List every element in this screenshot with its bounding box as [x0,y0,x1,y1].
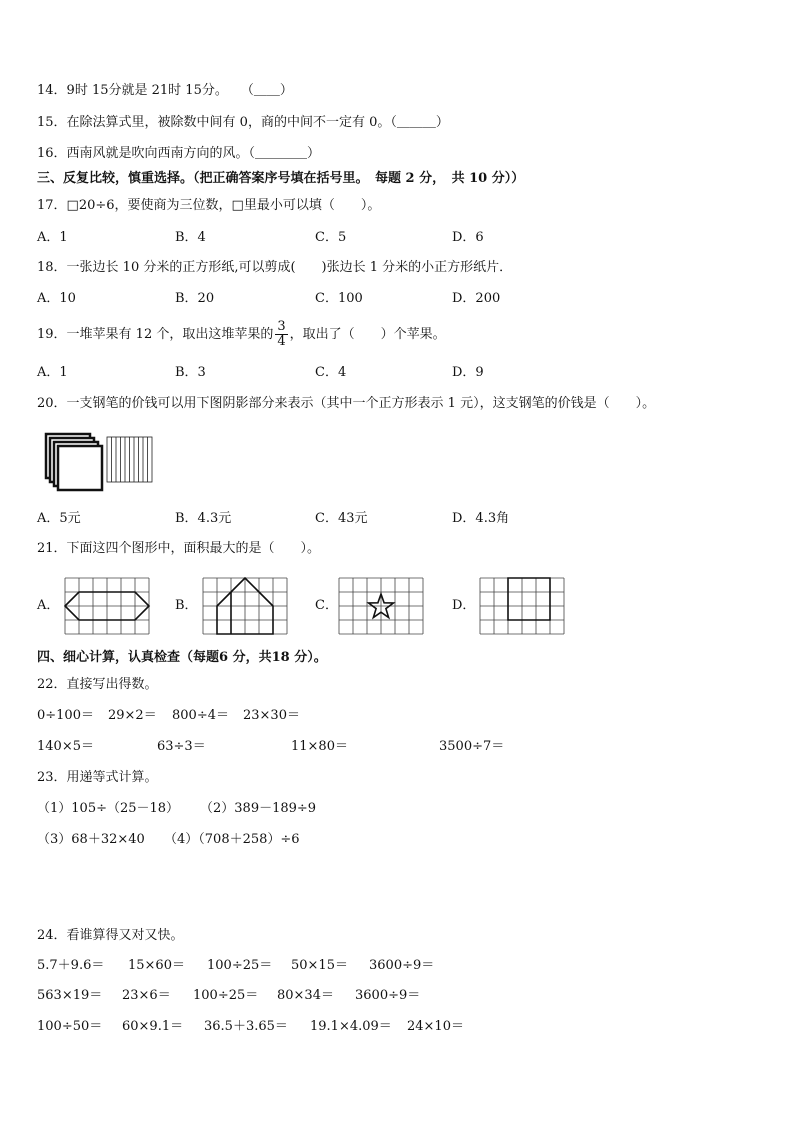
q19-option-c: C．4 [315,365,347,380]
question-18: 18．一张边长 10 分米的正方形纸,可以剪成( )张边长 1 分米的小正方形纸片． [37,260,513,275]
q23-item-3: （3）68＋32×40 [37,832,145,847]
q24-item: 563×19＝ [37,988,103,1003]
q24-item: 3600÷9＝ [369,958,435,973]
q18-option-b: B．20 [175,291,215,306]
q17-option-d: D．6 [452,230,484,245]
q24-item: 50×15＝ [291,958,348,973]
q19-option-b: B．3 [175,365,206,380]
q19-stem-b: ，取出了（ ）个苹果。 [289,327,446,342]
q19-option-d: D．9 [452,365,484,380]
q21-figure-a-hexagon [64,577,152,637]
question-16: 16．西南风就是吹向西南方向的风。（＿＿＿＿） [37,146,321,161]
section-3-title: 三、反复比较，慎重选择。（把正确答案序号填在括号里。 每题 2 分， 共 10 分）） [37,171,525,186]
q21-figure-b-house [202,577,290,637]
question-22: 22．直接写出得数。 [37,677,158,692]
q21-label-c: C． [315,598,338,613]
q22-item: 0÷100＝ [37,708,94,723]
q22-item: 63÷3＝ [157,739,206,754]
question-14: 14．9时 15分就是 21时 15分。 （＿＿） [37,83,293,98]
q21-figure-c-star [338,577,426,637]
q21-label-a: A． [37,598,60,613]
q20-money-figure [44,432,164,494]
q19-option-a: A．1 [37,365,68,380]
q24-item: 100÷50＝ [37,1019,103,1034]
q24-item: 36.5＋3.65＝ [204,1019,288,1034]
q17-option-b: B．4 [175,230,206,245]
q24-item: 15×60＝ [128,958,185,973]
q22-item: 800÷4＝ [172,708,229,723]
tenths-strip [107,437,152,482]
question-23: 23．用递等式计算。 [37,770,158,785]
q19-stem-a: 19．一堆苹果有 12 个，取出这堆苹果的 [37,327,274,342]
q20-option-b: B．4.3元 [175,511,232,526]
q19-fraction-numerator: 3 [277,319,286,334]
q22-item: 29×2＝ [108,708,157,723]
q20-option-c: C．43元 [315,511,368,526]
q21-figure-d-rectangle [479,577,567,637]
question-15: 15．在除法算式里，被除数中间有 0，商的中间不一定有 0。（＿＿＿） [37,115,449,130]
q22-item: 23×30＝ [243,708,300,723]
q22-item: 3500÷7＝ [439,739,505,754]
q21-label-b: B． [175,598,198,613]
q24-item: 5.7＋9.6＝ [37,958,105,973]
q22-item: 140×5＝ [37,739,94,754]
q17-option-c: C．5 [315,230,347,245]
q20-option-d: D．4.3角 [452,511,510,526]
q24-item: 100÷25＝ [207,958,273,973]
q18-option-a: A．10 [37,291,76,306]
question-20: 20．一支钢笔的价钱可以用下图阴影部分来表示（其中一个正方形表示 1 元），这支钢笔的价钱是（ ）。 [37,396,656,411]
question-21: 21．下面这四个图形中，面积最大的是（ ）。 [37,541,321,556]
q24-item: 19.1×4.09＝ [310,1019,392,1034]
question-24: 24．看谁算得又对又快。 [37,928,184,943]
q24-item: 80×34＝ [277,988,334,1003]
section-4-title: 四、细心计算，认真检查（每题6 分，共18 分）。 [37,650,327,665]
question-17: 17．□20÷6，要使商为三位数，□里最小可以填（ ）。 [37,198,381,213]
q22-item: 11×80＝ [291,739,348,754]
q24-item: 60×9.1＝ [122,1019,184,1034]
q18-option-d: D．200 [452,291,501,306]
q24-item: 23×6＝ [122,988,171,1003]
question-19 [37,318,446,352]
q24-item: 100÷25＝ [193,988,259,1003]
q19-fraction [275,320,287,349]
rectangle-shape [508,578,550,620]
q24-item: 24×10＝ [407,1019,464,1034]
stacked-squares [46,434,102,490]
q21-label-d: D． [452,598,476,613]
q17-option-a: A．1 [37,230,68,245]
q24-item: 3600÷9＝ [355,988,421,1003]
q23-item-1: （1）105÷（25－18） [37,801,180,816]
q20-option-a: A．5元 [37,511,81,526]
q23-item-2: （2）389－189÷9 [200,801,317,816]
q18-option-c: C．100 [315,291,363,306]
q19-fraction-denominator: 4 [277,334,286,349]
q23-item-4: （4）（708＋258）÷6 [164,832,300,847]
